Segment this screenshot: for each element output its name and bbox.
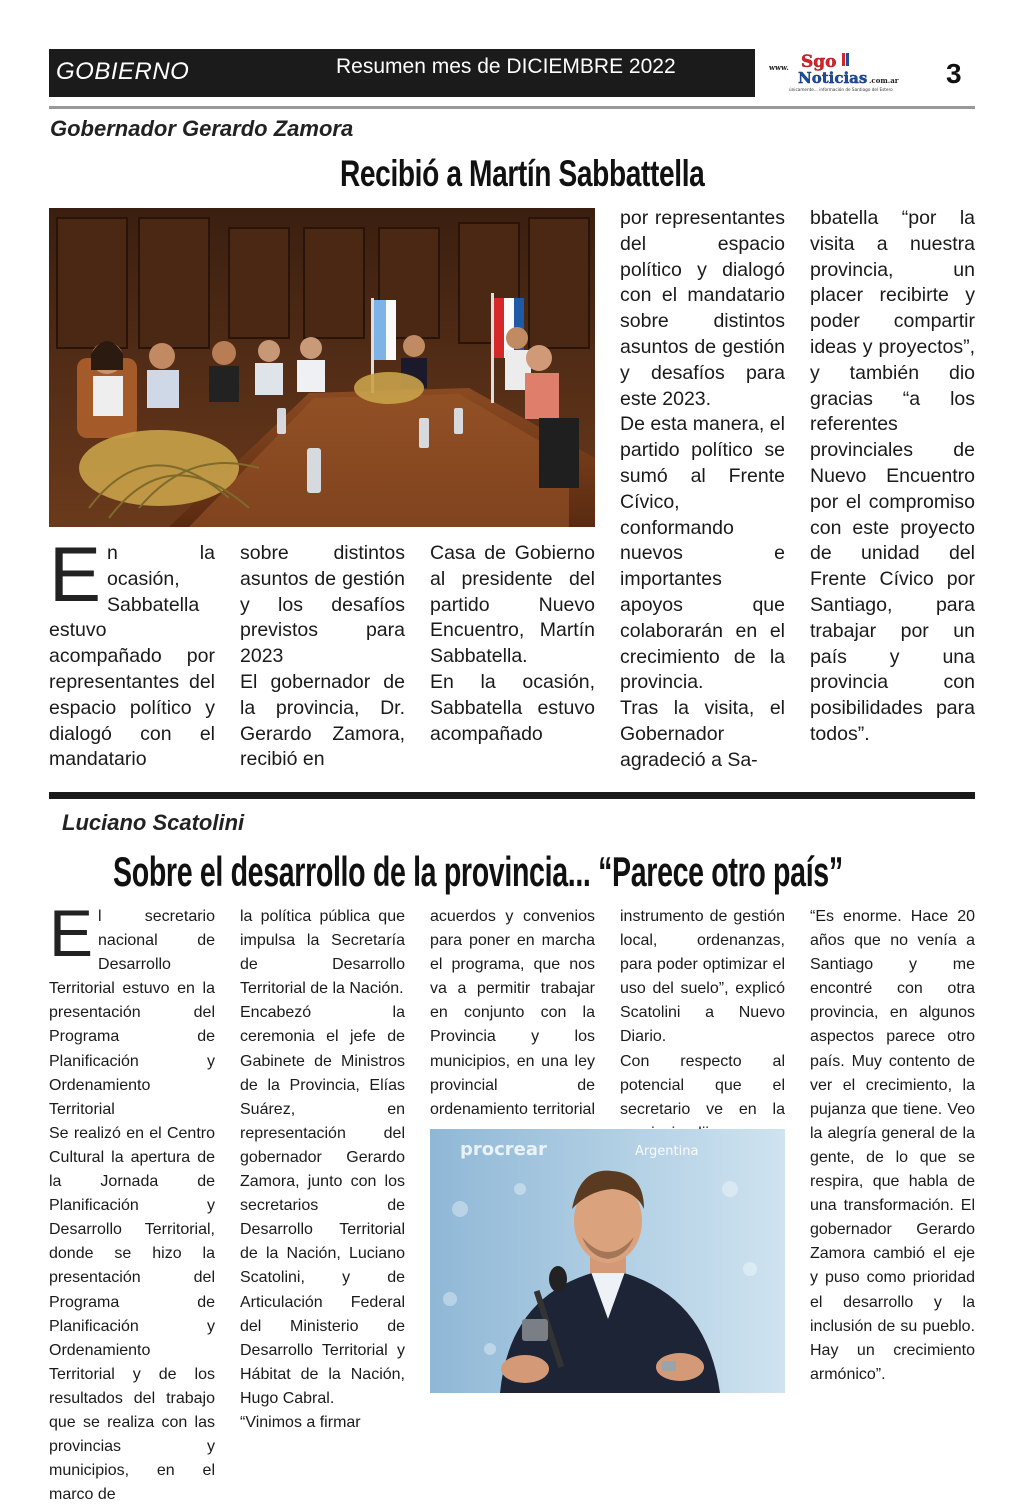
article2-column-5	[810, 905, 975, 1387]
article1-drop-cap: E	[49, 530, 102, 618]
article2-kicker: Luciano Scatolini	[62, 810, 245, 835]
meeting-photo	[49, 208, 595, 527]
header-rule	[49, 106, 975, 109]
svg-text:procrear: procrear	[460, 1139, 547, 1160]
article1-column-5	[810, 206, 975, 748]
article1-text-2b: El gobernador de la provincia, Dr. Gerardo Zamora, recibió en	[240, 670, 405, 771]
article1-column-1	[49, 530, 215, 773]
svg-text:.com.ar: .com.ar	[869, 76, 899, 85]
article2-column-2	[240, 905, 405, 1435]
article2-text-4: instrumento de gestión local, ordenanzas, para poder optimizar el uso del suelo”, explicó Scatolini a Nuevo Diario.	[620, 908, 785, 1046]
article1-column-3	[430, 541, 595, 747]
article2-text-1b: Se realizó en el Centro Cultural la apertura de la Jornada de Planificación y Desarrollo Territorial, donde se hizo la presentación del Programa de Planificación y Ordenamiento Territorial y de los resultados del trabajo que se realiza con las provincias y municipios, en el marco de	[49, 1124, 215, 1504]
article1-headline: Recibió a Martín Sabbattella	[340, 153, 705, 194]
article1-kicker: Gobernador Gerardo Zamora	[50, 116, 354, 141]
svg-text:Noticias: Noticias	[798, 69, 868, 87]
svg-text:únicamente... información de S: únicamente... información de Santiago del Estero	[789, 87, 893, 92]
article2-column-4	[620, 905, 785, 1146]
issue-title: Resumen mes de DICIEMBRE 2022	[336, 55, 676, 78]
svg-text:www.: www.	[769, 63, 789, 72]
article1-text-3b: En la ocasión, Sabbatella estuvo acompañado	[430, 670, 595, 745]
scatolini-photo	[430, 1129, 785, 1393]
article1-text-1: n la ocasión, Sabbatella estuvo acompañado por representantes del espacio político y dialogó con el mandatario	[49, 542, 215, 771]
article2-text-2b: Encabezó la ceremonia el jefe de Gabinete de Ministros de la Provincia, Elías Suárez, en representación del gobernador Gerardo Zamora, junto con los secretarios de Desarrollo Territorial de la Nación, Luciano Scatolini, y de Articulación Federal del Ministerio de Desarrollo Territorial y Hábitat de la Nación, Hugo Cabral.	[240, 1004, 405, 1407]
article2-drop-cap: E	[49, 896, 94, 970]
section-divider	[49, 792, 975, 799]
article2-text-2: la política pública que impulsa la Secretaría de Desarrollo Territorial de la Nación.	[240, 908, 405, 998]
article2-text-1: l secretario nacional de Desarrollo Territorial estuvo en la presentación del Programa de Planificación y Ordenamiento Territorial	[49, 908, 215, 1118]
sgo-noticias-logo	[765, 50, 940, 96]
article1-text-4: por representantes del espacio político y dialogó con el mandatario sobre distintos asuntos de gestión y desafíos para este 2023.	[620, 207, 785, 410]
article2-headline: Sobre el desarrollo de la provincia... “Parece otro país”	[113, 848, 843, 895]
page-number: 3	[946, 58, 962, 89]
article2-text-2c: “Vinimos a firmar	[240, 1413, 361, 1431]
article1-text-2: sobre distintos asuntos de gestión y los desafíos previstos para 2023	[240, 542, 405, 668]
article2-text-3: acuerdos y convenios para poner en marcha el programa, que nos va a permitir trabajar en conjunto con la Provincia y los municipios, en una ley provincial de ordenamiento territorial	[430, 908, 595, 1118]
article1-column-4	[620, 206, 785, 774]
article1-text-5: bbatella “por la visita a nuestra provincia, un placer recibirte y poder compartir ideas y proyectos”, y también dio gracias “a los referentes provinciales de Nuevo Encuentro por el compromiso con este proyecto de unidad del Frente Cívico por Santiago, para trabajar por un país y una provincia con posibilidades para todos”.	[810, 207, 975, 745]
article1-text-4c: Tras la visita, el Gobernador agradeció a Sa-	[620, 697, 785, 771]
section-label: GOBIERNO	[56, 58, 190, 85]
svg-text:Argentina: Argentina	[635, 1144, 699, 1159]
article1-text-4b: De esta manera, el partido político se sumó al Frente Cívico, conformando nuevos e importantes apoyos que colaborarán en el crecimiento de la provincia.	[620, 413, 785, 694]
article1-text-3: Casa de Gobierno al presidente del partido Nuevo Encuentro, Martín Sabbatella.	[430, 542, 595, 668]
article2-column-3	[430, 905, 595, 1146]
article2-text-5: “Es enorme. Hace 20 años que no venía a Santiago y me encontré con otra provincia, en algunos aspectos parece otro país. Muy contento de ver el crecimiento, la pujanza que tiene. Veo la alegría general de la gente, de lo que se respira, que habla de una transformación. El gobernador Gerardo Zamora cambió el eje y puso como prioridad el desarrollo y la inclusión de su pueblo. Hay un crecimiento armónico”.	[810, 908, 975, 1383]
article2-column-1	[49, 896, 215, 1507]
article1-column-2	[240, 541, 405, 773]
svg-text:Sgo: Sgo	[801, 52, 837, 72]
article2-text-4b: Con respecto al potencial que el secretario ve en la	[620, 1052, 785, 1118]
